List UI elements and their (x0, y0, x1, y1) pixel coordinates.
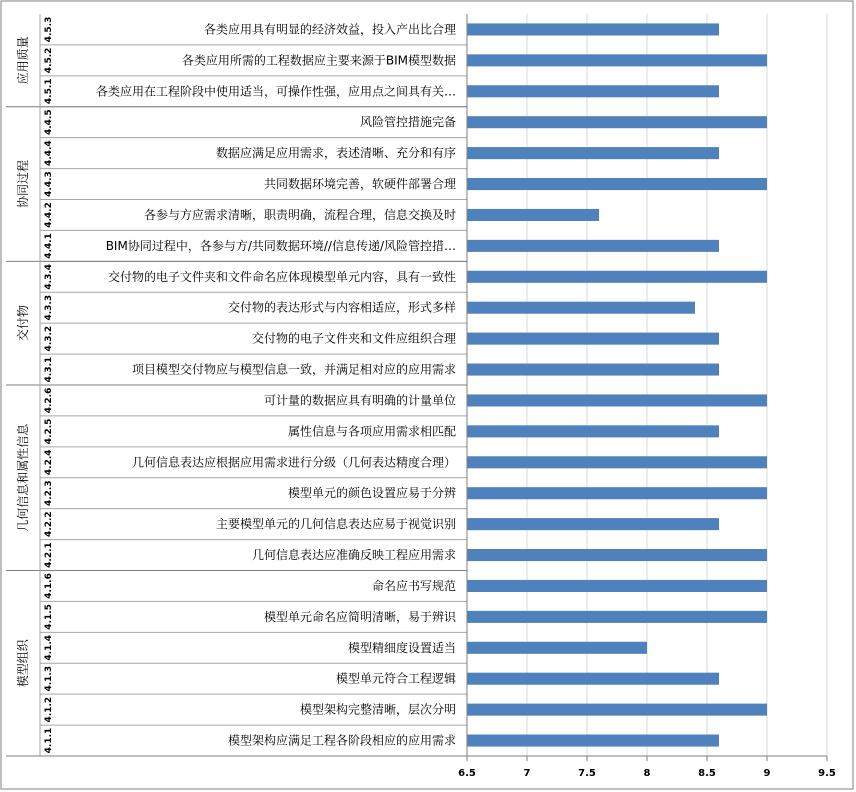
category-code: 4.5.2 (44, 47, 54, 74)
bar-4-1-5 (467, 611, 767, 623)
category-code: 4.2.2 (44, 511, 54, 537)
category-code: 4.4.2 (44, 202, 54, 228)
category-label: 各类应用在工程阶段中使用适当，可操作性强，应用点之间具有关… (95, 84, 456, 99)
bar-4-1-3 (467, 673, 719, 685)
category-label: 数据应满足应用需求，表述清晰、充分和有序 (215, 146, 456, 161)
category-label: 模型单元命名应简明清晰，易于辨识 (263, 609, 456, 624)
category-label: 交付物的表达形式与内容相适应，形式多样 (227, 300, 456, 315)
x-tick-label: 8 (643, 768, 651, 779)
category-code: 4.1.1 (44, 727, 54, 754)
category-code: 4.4.3 (44, 171, 54, 197)
category-label: 项目模型交付物应与模型信息一致，并满足相对应的应用需求 (131, 362, 456, 377)
bar-4-1-6 (467, 580, 767, 592)
category-code: 4.5.1 (44, 78, 54, 105)
category-label: 模型精细度设置适当 (347, 640, 456, 655)
category-label: 交付物的电子文件夹和文件应组织合理 (251, 331, 456, 346)
x-tick-label: 8.5 (698, 768, 716, 779)
category-code: 4.4.1 (44, 233, 54, 259)
bar-4-3-2 (467, 333, 719, 345)
category-label: 可计量的数据应具有明确的计量单位 (263, 393, 456, 408)
category-label: 属性信息与各项应用需求相匹配 (287, 424, 456, 439)
category-label: 模型架构完整清晰，层次分明 (299, 702, 456, 717)
bar-4-1-2 (467, 704, 767, 716)
bar-4-5-2 (467, 54, 767, 66)
category-code: 4.1.5 (44, 604, 54, 630)
bar-4-2-4 (467, 456, 767, 468)
bar-4-4-5 (467, 116, 767, 128)
category-label: 几何信息表达应准确反映工程应用需求 (251, 548, 456, 563)
group-label: 应用质量 (16, 36, 30, 85)
bar-4-4-3 (467, 178, 767, 190)
category-code: 4.2.5 (44, 418, 54, 445)
category-label: 主要模型单元的几何信息表达应易于视觉识别 (215, 517, 456, 532)
category-code: 4.4.4 (44, 140, 54, 166)
bar-4-5-1 (467, 85, 719, 97)
bar-4-2-1 (467, 549, 767, 561)
category-code: 4.3.3 (44, 294, 54, 321)
category-code: 4.5.3 (44, 16, 54, 43)
bar-4-4-1 (467, 240, 719, 252)
group-label: 协同过程 (16, 160, 30, 209)
category-code: 4.1.3 (44, 665, 54, 692)
category-code: 4.2.4 (44, 449, 54, 476)
category-code: 4.2.1 (44, 542, 54, 568)
category-label: BIM协同过程中，各参与方/共同数据环境//信息传递/风险管控措… (105, 238, 456, 253)
bar-4-2-2 (467, 518, 719, 530)
bar-4-5-3 (467, 23, 719, 35)
category-code: 4.3.4 (44, 263, 54, 290)
category-code: 4.2.6 (44, 387, 54, 414)
x-tick-label: 9 (763, 768, 771, 779)
bar-4-3-4 (467, 271, 767, 283)
category-code: 4.3.1 (44, 356, 54, 383)
category-code: 4.2.3 (44, 480, 54, 507)
category-label: 模型单元符合工程逻辑 (335, 671, 456, 686)
bar-4-2-3 (467, 487, 767, 499)
category-label: 风险管控措施完备 (359, 115, 456, 130)
group-label: 几何信息和属性信息 (16, 423, 30, 532)
category-label: 各类应用具有明显的经济效益，投入产出比合理 (203, 22, 456, 37)
category-code: 4.4.5 (44, 109, 54, 136)
bar-4-3-1 (467, 364, 719, 376)
category-label: 模型单元的颜色设置应易于分辨 (287, 486, 456, 501)
bar-4-3-3 (467, 302, 695, 314)
bar-4-1-4 (467, 642, 647, 654)
group-label: 模型组织 (16, 639, 30, 688)
x-tick-label: 6.5 (458, 768, 476, 779)
x-tick-label: 7.5 (578, 768, 596, 779)
bar-4-1-1 (467, 735, 719, 747)
bar-4-2-6 (467, 394, 767, 406)
category-label: 模型架构应满足工程各阶段相应的应用需求 (227, 733, 456, 748)
category-code: 4.1.4 (44, 634, 54, 661)
category-code: 4.1.6 (44, 573, 54, 599)
x-tick-label: 9.5 (818, 768, 836, 779)
bar-4-2-5 (467, 425, 719, 437)
category-label: 命名应书写规范 (371, 578, 456, 593)
bar-4-4-2 (467, 209, 599, 221)
category-code: 4.1.2 (44, 696, 54, 723)
category-label: 共同数据环境完善，软硬件部署合理 (263, 177, 456, 192)
category-label: 各类应用所需的工程数据应主要来源于BIM模型数据 (181, 53, 456, 68)
category-label: 各参与方应需求清晰，职责明确，流程合理，信息交换及时 (143, 207, 456, 222)
category-code: 4.3.2 (44, 325, 54, 352)
group-label: 交付物 (16, 305, 30, 342)
bar-4-4-4 (467, 147, 719, 159)
x-tick-label: 7 (523, 768, 531, 779)
category-label: 几何信息表达应根据应用需求进行分级（几何表达精度合理） (131, 455, 456, 470)
category-label: 交付物的电子文件夹和文件命名应体现模型单元内容，具有一致性 (107, 269, 456, 284)
